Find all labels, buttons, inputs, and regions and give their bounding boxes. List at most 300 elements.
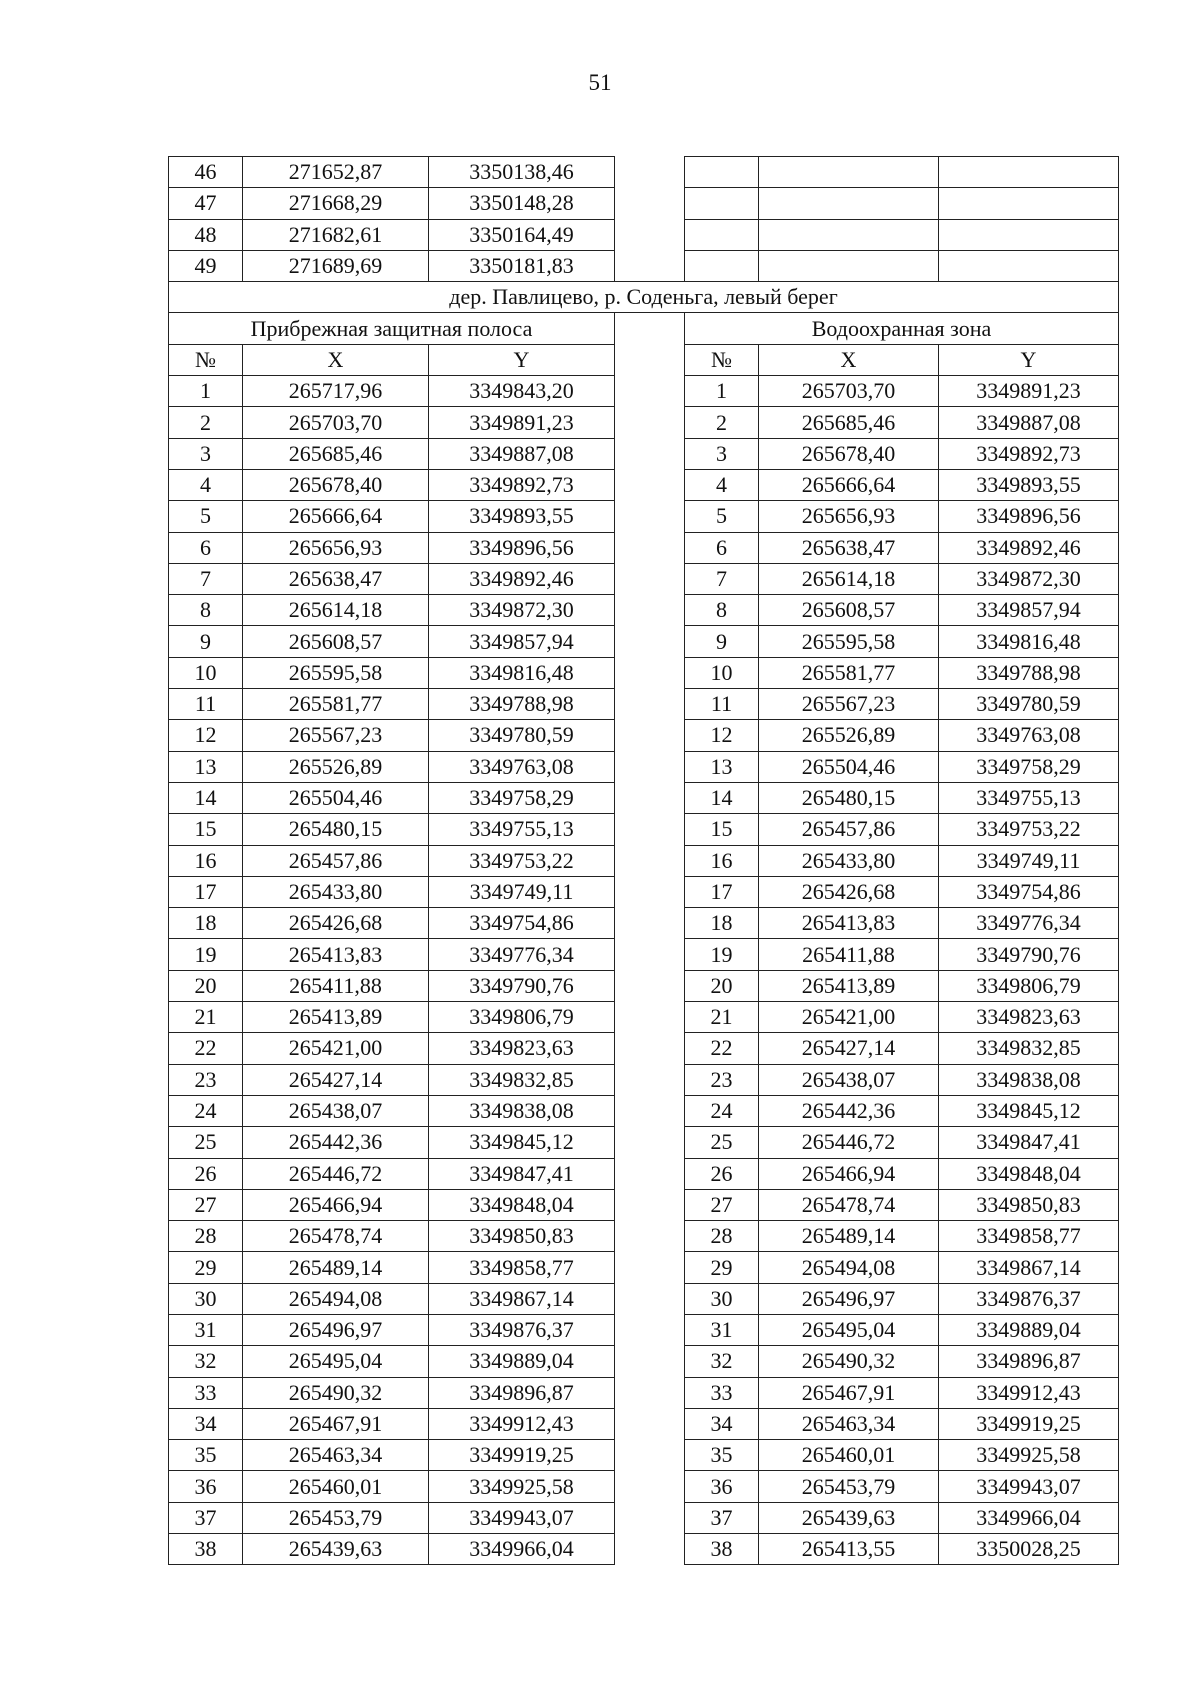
point-number-cell: 7: [685, 563, 759, 594]
point-number-cell: 33: [169, 1377, 243, 1408]
section-title-row: [169, 282, 1119, 313]
section-title: дер. Павлицево, р. Соденьга, левый берег: [169, 282, 1119, 313]
y-coordinate-cell: 3349832,85: [429, 1064, 615, 1095]
point-number-cell: 3: [685, 438, 759, 469]
table-row: [169, 814, 1119, 845]
y-coordinate-cell: 3349896,56: [429, 532, 615, 563]
x-coordinate-cell: 265411,88: [759, 939, 939, 970]
table-row: [169, 845, 1119, 876]
y-coordinate-cell: 3350138,46: [429, 157, 615, 188]
point-number-cell: 32: [685, 1346, 759, 1377]
y-coordinate-cell: 3349966,04: [429, 1534, 615, 1565]
column-gap: [615, 626, 685, 657]
column-gap: [615, 1002, 685, 1033]
y-coordinate-cell: 3350148,28: [429, 188, 615, 219]
table-row: [169, 376, 1119, 407]
x-coordinate-cell: 265685,46: [759, 407, 939, 438]
point-number-cell: 6: [685, 532, 759, 563]
column-gap: [615, 1033, 685, 1064]
empty-cell: [685, 157, 759, 188]
x-coordinate-cell: 265494,08: [243, 1283, 429, 1314]
x-coordinate-cell: 265413,55: [759, 1534, 939, 1565]
y-coordinate-cell: 3349857,94: [939, 595, 1119, 626]
table-row: [169, 1002, 1119, 1033]
column-gap: [615, 1502, 685, 1533]
column-gap: [615, 1377, 685, 1408]
table-row: [169, 1252, 1119, 1283]
point-number-cell: 13: [169, 751, 243, 782]
table-row: [169, 595, 1119, 626]
column-gap: [615, 751, 685, 782]
point-number-cell: 8: [169, 595, 243, 626]
column-gap: [615, 376, 685, 407]
x-coordinate-cell: 265703,70: [243, 407, 429, 438]
x-coordinate-cell: 265467,91: [243, 1408, 429, 1439]
table-row: [169, 689, 1119, 720]
point-number-cell: 48: [169, 219, 243, 250]
y-coordinate-cell: 3349858,77: [939, 1221, 1119, 1252]
y-coordinate-cell: 3349925,58: [429, 1471, 615, 1502]
column-header-row: [169, 344, 1119, 375]
column-gap: [615, 908, 685, 939]
x-coordinate-cell: 265678,40: [759, 438, 939, 469]
point-number-cell: 28: [169, 1221, 243, 1252]
empty-cell: [759, 219, 939, 250]
point-number-cell: 46: [169, 157, 243, 188]
point-number-cell: 13: [685, 751, 759, 782]
y-coordinate-cell: 3349848,04: [429, 1189, 615, 1220]
point-number-cell: 27: [169, 1189, 243, 1220]
empty-cell: [759, 250, 939, 281]
x-coordinate-cell: 265439,63: [759, 1502, 939, 1533]
table-row: [169, 657, 1119, 688]
point-number-cell: 15: [685, 814, 759, 845]
y-coordinate-cell: 3349758,29: [939, 751, 1119, 782]
y-coordinate-cell: 3349943,07: [429, 1502, 615, 1533]
x-coordinate-cell: 265478,74: [243, 1221, 429, 1252]
column-gap: [615, 1064, 685, 1095]
table-row: [169, 876, 1119, 907]
column-gap: [615, 1221, 685, 1252]
y-coordinate-cell: 3349838,08: [939, 1064, 1119, 1095]
y-coordinate-cell: 3349749,11: [939, 845, 1119, 876]
column-gap: [615, 782, 685, 813]
y-coordinate-cell: 3349753,22: [939, 814, 1119, 845]
point-number-cell: 38: [169, 1534, 243, 1565]
point-number-cell: 49: [169, 250, 243, 281]
table-row: [169, 1440, 1119, 1471]
y-coordinate-cell: 3349896,56: [939, 501, 1119, 532]
y-coordinate-cell: 3349790,76: [939, 939, 1119, 970]
x-coordinate-cell: 265495,04: [759, 1314, 939, 1345]
x-coordinate-cell: 265495,04: [243, 1346, 429, 1377]
point-number-cell: 8: [685, 595, 759, 626]
y-coordinate-cell: 3349776,34: [429, 939, 615, 970]
column-gap: [615, 563, 685, 594]
point-number-cell: 14: [169, 782, 243, 813]
table-row: [169, 407, 1119, 438]
x-coordinate-cell: 265656,93: [243, 532, 429, 563]
point-number-cell: 35: [685, 1440, 759, 1471]
y-coordinate-cell: 3349892,46: [939, 532, 1119, 563]
table-row: [169, 1127, 1119, 1158]
point-number-cell: 34: [169, 1408, 243, 1439]
x-coordinate-cell: 265426,68: [243, 908, 429, 939]
point-number-cell: 17: [169, 876, 243, 907]
point-number-cell: 20: [685, 970, 759, 1001]
point-number-cell: 38: [685, 1534, 759, 1565]
y-coordinate-cell: 3349806,79: [939, 970, 1119, 1001]
y-coordinate-cell: 3349892,73: [429, 469, 615, 500]
point-number-cell: 16: [169, 845, 243, 876]
table-row: [169, 1283, 1119, 1314]
empty-cell: [759, 157, 939, 188]
y-coordinate-cell: 3349925,58: [939, 1440, 1119, 1471]
point-number-cell: 4: [169, 469, 243, 500]
point-number-cell: 36: [685, 1471, 759, 1502]
point-number-cell: 14: [685, 782, 759, 813]
empty-cell: [685, 188, 759, 219]
y-coordinate-cell: 3349780,59: [429, 720, 615, 751]
y-coordinate-cell: 3349857,94: [429, 626, 615, 657]
column-gap: [615, 1408, 685, 1439]
column-gap: [615, 1346, 685, 1377]
y-coordinate-cell: 3349823,63: [429, 1033, 615, 1064]
empty-cell: [939, 157, 1119, 188]
water-protection-zone-title: Водоохранная зона: [685, 313, 1119, 344]
y-coordinate-cell: 3349912,43: [939, 1377, 1119, 1408]
coordinates-table-body: [169, 157, 1119, 1565]
column-gap: [615, 876, 685, 907]
y-coordinate-cell: 3349838,08: [429, 1095, 615, 1126]
column-gap: [615, 532, 685, 563]
point-number-cell: 10: [169, 657, 243, 688]
x-coordinate-cell: 265460,01: [243, 1471, 429, 1502]
point-number-cell: 9: [685, 626, 759, 657]
point-number-cell: 21: [169, 1002, 243, 1033]
point-number-cell: 2: [169, 407, 243, 438]
empty-cell: [759, 188, 939, 219]
point-number-cell: 32: [169, 1346, 243, 1377]
x-coordinate-cell: 265463,34: [243, 1440, 429, 1471]
x-coordinate-cell: 265427,14: [243, 1064, 429, 1095]
point-number-cell: 27: [685, 1189, 759, 1220]
point-number-cell: 29: [169, 1252, 243, 1283]
column-gap: [615, 219, 685, 250]
x-coordinate-cell: 265490,32: [759, 1346, 939, 1377]
point-number-cell: 4: [685, 469, 759, 500]
point-number-cell: 24: [685, 1095, 759, 1126]
y-coordinate-cell: 3349823,63: [939, 1002, 1119, 1033]
x-coordinate-cell: 265608,57: [243, 626, 429, 657]
x-coordinate-cell: 265457,86: [759, 814, 939, 845]
y-coordinate-cell: 3349850,83: [429, 1221, 615, 1252]
x-coordinate-cell: 265489,14: [759, 1221, 939, 1252]
column-gap: [615, 157, 685, 188]
y-coordinate-cell: 3349755,13: [939, 782, 1119, 813]
x-coordinate-cell: 265496,97: [243, 1314, 429, 1345]
column-gap: [615, 1314, 685, 1345]
y-coordinate-cell: 3349755,13: [429, 814, 615, 845]
column-gap: [615, 1440, 685, 1471]
table-row: [169, 720, 1119, 751]
point-number-cell: 19: [685, 939, 759, 970]
column-header-number: №: [685, 344, 759, 375]
x-coordinate-cell: 265496,97: [759, 1283, 939, 1314]
table-row: [169, 1189, 1119, 1220]
table-row: [169, 469, 1119, 500]
y-coordinate-cell: 3349780,59: [939, 689, 1119, 720]
table-row: [169, 1471, 1119, 1502]
point-number-cell: 1: [685, 376, 759, 407]
point-number-cell: 20: [169, 970, 243, 1001]
point-number-cell: 30: [169, 1283, 243, 1314]
x-coordinate-cell: 271689,69: [243, 250, 429, 281]
x-coordinate-cell: 265581,77: [759, 657, 939, 688]
table-row: [169, 1221, 1119, 1252]
point-number-cell: 17: [685, 876, 759, 907]
y-coordinate-cell: 3349776,34: [939, 908, 1119, 939]
y-coordinate-cell: 3349966,04: [939, 1502, 1119, 1533]
point-number-cell: 28: [685, 1221, 759, 1252]
empty-cell: [939, 250, 1119, 281]
y-coordinate-cell: 3349867,14: [939, 1252, 1119, 1283]
y-coordinate-cell: 3349887,08: [429, 438, 615, 469]
x-coordinate-cell: 265703,70: [759, 376, 939, 407]
x-coordinate-cell: 271652,87: [243, 157, 429, 188]
table-row: [169, 1095, 1119, 1126]
y-coordinate-cell: 3349912,43: [429, 1408, 615, 1439]
x-coordinate-cell: 265438,07: [759, 1064, 939, 1095]
x-coordinate-cell: 265453,79: [243, 1502, 429, 1533]
y-coordinate-cell: 3349749,11: [429, 876, 615, 907]
point-number-cell: 47: [169, 188, 243, 219]
empty-cell: [939, 188, 1119, 219]
x-coordinate-cell: 265614,18: [759, 563, 939, 594]
column-gap: [615, 250, 685, 281]
point-number-cell: 33: [685, 1377, 759, 1408]
table-row: [169, 939, 1119, 970]
table-row: [169, 188, 1119, 219]
y-coordinate-cell: 3349843,20: [429, 376, 615, 407]
y-coordinate-cell: 3349753,22: [429, 845, 615, 876]
table-row: [169, 970, 1119, 1001]
point-number-cell: 23: [685, 1064, 759, 1095]
x-coordinate-cell: 265490,32: [243, 1377, 429, 1408]
point-number-cell: 7: [169, 563, 243, 594]
y-coordinate-cell: 3349896,87: [429, 1377, 615, 1408]
table-row: [169, 1408, 1119, 1439]
table-row: [169, 1502, 1119, 1533]
y-coordinate-cell: 3349848,04: [939, 1158, 1119, 1189]
x-coordinate-cell: 265413,89: [243, 1002, 429, 1033]
point-number-cell: 37: [685, 1502, 759, 1533]
point-number-cell: 18: [169, 908, 243, 939]
column-gap: [615, 188, 685, 219]
column-header-x: X: [243, 344, 429, 375]
column-gap: [615, 720, 685, 751]
point-number-cell: 16: [685, 845, 759, 876]
y-coordinate-cell: 3349892,46: [429, 563, 615, 594]
x-coordinate-cell: 265438,07: [243, 1095, 429, 1126]
column-gap: [615, 939, 685, 970]
table-row: [169, 250, 1119, 281]
y-coordinate-cell: 3349788,98: [429, 689, 615, 720]
page-number: 51: [588, 70, 612, 95]
x-coordinate-cell: 271668,29: [243, 188, 429, 219]
x-coordinate-cell: 265442,36: [243, 1127, 429, 1158]
x-coordinate-cell: 265504,46: [243, 782, 429, 813]
point-number-cell: 24: [169, 1095, 243, 1126]
x-coordinate-cell: 265526,89: [759, 720, 939, 751]
x-coordinate-cell: 265411,88: [243, 970, 429, 1001]
point-number-cell: 21: [685, 1002, 759, 1033]
y-coordinate-cell: 3349893,55: [939, 469, 1119, 500]
x-coordinate-cell: 265480,15: [759, 782, 939, 813]
y-coordinate-cell: 3349893,55: [429, 501, 615, 532]
y-coordinate-cell: 3349816,48: [939, 626, 1119, 657]
subsection-title-row: [169, 313, 1119, 344]
y-coordinate-cell: 3349876,37: [939, 1283, 1119, 1314]
table-row: [169, 532, 1119, 563]
point-number-cell: 35: [169, 1440, 243, 1471]
x-coordinate-cell: 265567,23: [759, 689, 939, 720]
column-header-x: X: [759, 344, 939, 375]
x-coordinate-cell: 265457,86: [243, 845, 429, 876]
x-coordinate-cell: 265480,15: [243, 814, 429, 845]
column-gap: [615, 1189, 685, 1220]
column-gap: [615, 313, 685, 344]
y-coordinate-cell: 3350181,83: [429, 250, 615, 281]
x-coordinate-cell: 265581,77: [243, 689, 429, 720]
point-number-cell: 26: [169, 1158, 243, 1189]
y-coordinate-cell: 3349790,76: [429, 970, 615, 1001]
x-coordinate-cell: 265567,23: [243, 720, 429, 751]
point-number-cell: 25: [169, 1127, 243, 1158]
y-coordinate-cell: 3349872,30: [429, 595, 615, 626]
y-coordinate-cell: 3349889,04: [939, 1314, 1119, 1345]
x-coordinate-cell: 265446,72: [759, 1127, 939, 1158]
x-coordinate-cell: 265413,89: [759, 970, 939, 1001]
x-coordinate-cell: 265526,89: [243, 751, 429, 782]
x-coordinate-cell: 265685,46: [243, 438, 429, 469]
y-coordinate-cell: 3349763,08: [429, 751, 615, 782]
x-coordinate-cell: 265478,74: [759, 1189, 939, 1220]
point-number-cell: 11: [169, 689, 243, 720]
coastal-strip-title: Прибрежная защитная полоса: [169, 313, 615, 344]
y-coordinate-cell: 3349847,41: [429, 1158, 615, 1189]
point-number-cell: 22: [685, 1033, 759, 1064]
column-gap: [615, 1095, 685, 1126]
y-coordinate-cell: 3350164,49: [429, 219, 615, 250]
column-gap: [615, 1127, 685, 1158]
point-number-cell: 30: [685, 1283, 759, 1314]
y-coordinate-cell: 3349754,86: [939, 876, 1119, 907]
y-coordinate-cell: 3349891,23: [429, 407, 615, 438]
x-coordinate-cell: 265433,80: [759, 845, 939, 876]
x-coordinate-cell: 265678,40: [243, 469, 429, 500]
column-gap: [615, 814, 685, 845]
column-gap: [615, 469, 685, 500]
y-coordinate-cell: 3349867,14: [429, 1283, 615, 1314]
point-number-cell: 23: [169, 1064, 243, 1095]
point-number-cell: 12: [169, 720, 243, 751]
y-coordinate-cell: 3349889,04: [429, 1346, 615, 1377]
point-number-cell: 2: [685, 407, 759, 438]
x-coordinate-cell: 265666,64: [243, 501, 429, 532]
column-header-y: Y: [429, 344, 615, 375]
column-gap: [615, 501, 685, 532]
column-gap: [615, 970, 685, 1001]
point-number-cell: 25: [685, 1127, 759, 1158]
x-coordinate-cell: 265453,79: [759, 1471, 939, 1502]
x-coordinate-cell: 265656,93: [759, 501, 939, 532]
table-row: [169, 219, 1119, 250]
y-coordinate-cell: 3349850,83: [939, 1189, 1119, 1220]
y-coordinate-cell: 3349847,41: [939, 1127, 1119, 1158]
x-coordinate-cell: 265466,94: [243, 1189, 429, 1220]
table-row: [169, 563, 1119, 594]
point-number-cell: 1: [169, 376, 243, 407]
column-header-y: Y: [939, 344, 1119, 375]
y-coordinate-cell: 3349816,48: [429, 657, 615, 688]
x-coordinate-cell: 265614,18: [243, 595, 429, 626]
x-coordinate-cell: 271682,61: [243, 219, 429, 250]
point-number-cell: 18: [685, 908, 759, 939]
column-header-number: №: [169, 344, 243, 375]
x-coordinate-cell: 265426,68: [759, 876, 939, 907]
x-coordinate-cell: 265413,83: [759, 908, 939, 939]
point-number-cell: 26: [685, 1158, 759, 1189]
x-coordinate-cell: 265466,94: [759, 1158, 939, 1189]
y-coordinate-cell: 3349754,86: [429, 908, 615, 939]
y-coordinate-cell: 3349943,07: [939, 1471, 1119, 1502]
column-gap: [615, 689, 685, 720]
x-coordinate-cell: 265608,57: [759, 595, 939, 626]
empty-cell: [939, 219, 1119, 250]
x-coordinate-cell: 265467,91: [759, 1377, 939, 1408]
column-gap: [615, 1283, 685, 1314]
x-coordinate-cell: 265489,14: [243, 1252, 429, 1283]
y-coordinate-cell: 3349896,87: [939, 1346, 1119, 1377]
x-coordinate-cell: 265427,14: [759, 1033, 939, 1064]
table-row: [169, 1158, 1119, 1189]
y-coordinate-cell: 3349845,12: [429, 1127, 615, 1158]
x-coordinate-cell: 265638,47: [243, 563, 429, 594]
empty-cell: [685, 219, 759, 250]
table-row: [169, 1064, 1119, 1095]
table-row: [169, 751, 1119, 782]
y-coordinate-cell: 3349806,79: [429, 1002, 615, 1033]
column-gap: [615, 1158, 685, 1189]
table-row: [169, 1314, 1119, 1345]
column-gap: [615, 657, 685, 688]
x-coordinate-cell: 265717,96: [243, 376, 429, 407]
y-coordinate-cell: 3349887,08: [939, 407, 1119, 438]
x-coordinate-cell: 265460,01: [759, 1440, 939, 1471]
column-gap: [615, 1471, 685, 1502]
table-row: [169, 782, 1119, 813]
x-coordinate-cell: 265421,00: [759, 1002, 939, 1033]
y-coordinate-cell: 3349919,25: [939, 1408, 1119, 1439]
y-coordinate-cell: 3350028,25: [939, 1534, 1119, 1565]
point-number-cell: 11: [685, 689, 759, 720]
column-gap: [615, 595, 685, 626]
column-gap: [615, 407, 685, 438]
point-number-cell: 34: [685, 1408, 759, 1439]
y-coordinate-cell: 3349758,29: [429, 782, 615, 813]
y-coordinate-cell: 3349858,77: [429, 1252, 615, 1283]
